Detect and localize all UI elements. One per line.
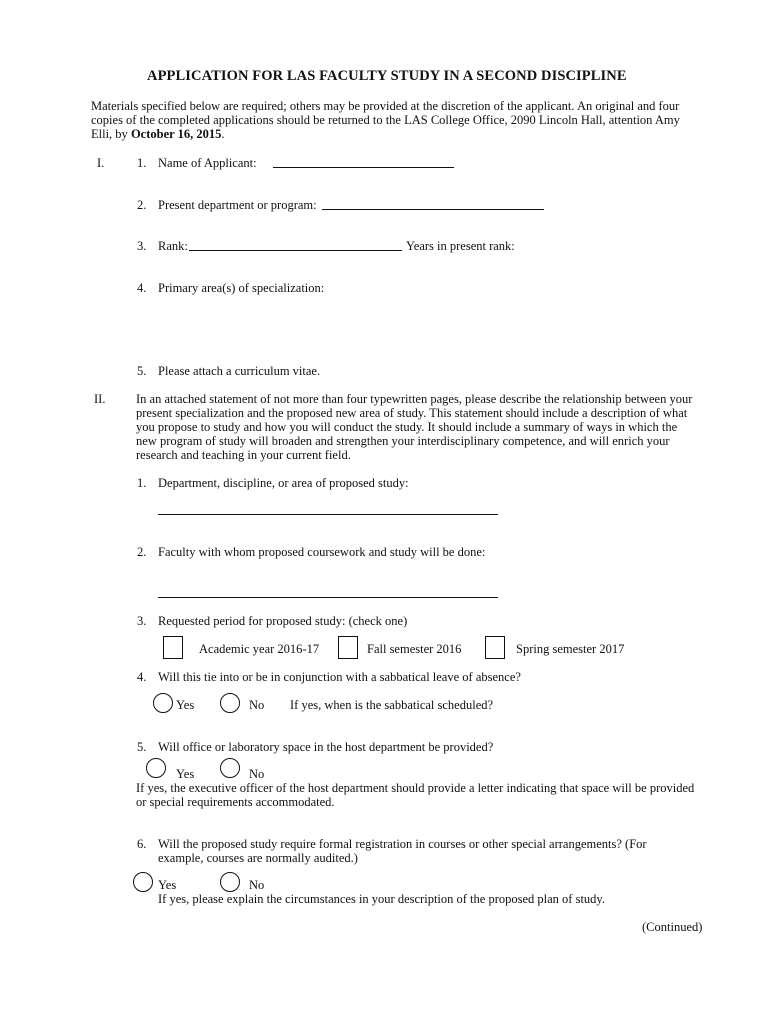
space-no-label: No xyxy=(249,767,265,781)
section-2-numeral: II. xyxy=(94,392,106,406)
registration-no-radio[interactable] xyxy=(220,872,240,892)
s2-para-line-5: research and teaching in your current field. xyxy=(136,448,351,462)
registration-no-label: No xyxy=(249,878,265,892)
sabbatical-no-radio[interactable] xyxy=(220,693,240,713)
space-yes-label: Yes xyxy=(176,767,195,781)
s2-q2-number: 2. xyxy=(137,545,147,559)
checkbox-fall-semester[interactable] xyxy=(338,636,358,659)
intro-line-3-end: . xyxy=(221,127,225,141)
s2-para-line-4: new program of study will broaden and strengthen your interdisciplinary competence, and will enrich your xyxy=(136,434,670,448)
s1-q4-number: 4. xyxy=(137,281,147,295)
registration-note: If yes, please explain the circumstances in your description of the proposed plan of study. xyxy=(158,892,605,906)
s1-q3-years-label: Years in present rank: xyxy=(406,239,515,253)
faculty-field[interactable] xyxy=(158,597,498,598)
s2-q5-label: Will office or laboratory space in the host department be provided? xyxy=(158,740,494,754)
rank-field[interactable] xyxy=(189,250,402,251)
continued-note: (Continued) xyxy=(642,920,703,934)
s1-q2-label: Present department or program: xyxy=(158,198,317,212)
option-academic-year-label: Academic year 2016-17 xyxy=(199,642,320,656)
s1-q5-label: Please attach a curriculum vitae. xyxy=(158,364,321,378)
sabbatical-yes-label: Yes xyxy=(176,698,195,712)
s2-q4-label: Will this tie into or be in conjunction with a sabbatical leave of absence? xyxy=(158,670,521,684)
sabbatical-yes-radio[interactable] xyxy=(153,693,173,713)
applicant-name-field[interactable] xyxy=(273,167,454,168)
s1-q3-label: Rank: xyxy=(158,239,188,253)
s2-q6-number: 6. xyxy=(137,837,147,851)
s1-q3-number: 3. xyxy=(137,239,147,253)
sabbatical-no-label: No xyxy=(249,698,265,712)
s1-q1-number: 1. xyxy=(137,156,147,170)
s2-q5-number: 5. xyxy=(137,740,147,754)
department-field[interactable] xyxy=(322,209,544,210)
sabbatical-followup: If yes, when is the sabbatical scheduled? xyxy=(290,698,494,712)
page-title: APPLICATION FOR LAS FACULTY STUDY IN A SECOND DISCIPLINE xyxy=(147,68,627,84)
space-note-line-1: If yes, the executive officer of the host department should provide a letter indicating that space will be provided xyxy=(136,781,695,795)
intro-line-3-text: Elli, by xyxy=(91,127,131,141)
registration-yes-radio[interactable] xyxy=(133,872,153,892)
s2-q1-number: 1. xyxy=(137,476,147,490)
s1-q2-number: 2. xyxy=(137,198,147,212)
s2-para-line-1: In an attached statement of not more than four typewritten pages, please describe the relationship between your xyxy=(136,392,693,406)
s1-q1-label: Name of Applicant: xyxy=(158,156,257,170)
s2-q4-number: 4. xyxy=(137,670,147,684)
option-fall-semester-label: Fall semester 2016 xyxy=(367,642,462,656)
study-area-field[interactable] xyxy=(158,514,498,515)
s2-q6-label-2: example, courses are normally audited.) xyxy=(158,851,358,865)
s2-para-line-2: present specialization and the proposed new area of study. This statement should include a description of what xyxy=(136,406,688,420)
s2-q1-label: Department, discipline, or area of proposed study: xyxy=(158,476,409,490)
space-no-radio[interactable] xyxy=(220,758,240,778)
option-spring-semester-label: Spring semester 2017 xyxy=(516,642,625,656)
s2-q6-label-1: Will the proposed study require formal registration in courses or other special arrangements? (For xyxy=(158,837,647,851)
intro-line-2: copies of the completed applications should be returned to the LAS College Office, 2090 Lincoln Hall, attention Amy xyxy=(91,113,680,127)
intro-line-3 xyxy=(91,127,224,141)
s2-q3-label: Requested period for proposed study: (check one) xyxy=(158,614,408,628)
section-1-numeral: I. xyxy=(97,156,105,170)
s2-q3-number: 3. xyxy=(137,614,147,628)
s2-q2-label: Faculty with whom proposed coursework and study will be done: xyxy=(158,545,486,559)
s2-para-line-3: you propose to study and how you will conduct the study. It should include a summary of ways in which the xyxy=(136,420,678,434)
space-yes-radio[interactable] xyxy=(146,758,166,778)
s1-q4-label: Primary area(s) of specialization: xyxy=(158,281,325,295)
s1-q5-number: 5. xyxy=(137,364,147,378)
space-note-line-2: or special requirements accommodated. xyxy=(136,795,335,809)
deadline-date: October 16, 2015 xyxy=(130,127,222,141)
checkbox-academic-year[interactable] xyxy=(163,636,183,659)
checkbox-spring-semester[interactable] xyxy=(485,636,505,659)
registration-yes-label: Yes xyxy=(158,878,177,892)
intro-line-1: Materials specified below are required; others may be provided at the discretion of the applicant. An original and four xyxy=(91,99,680,113)
